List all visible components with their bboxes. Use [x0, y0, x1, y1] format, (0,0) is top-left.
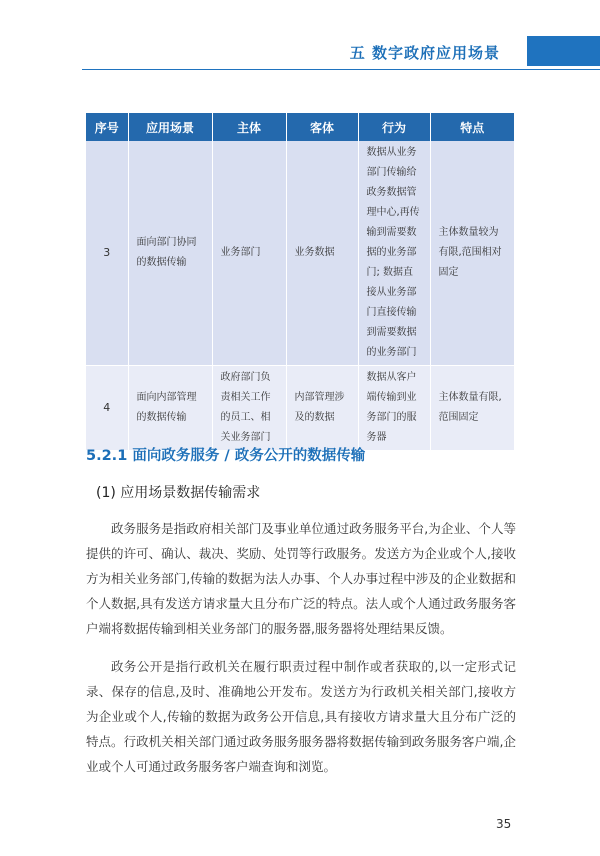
table-cell-scene: 面向部门协同的数据传输 [128, 141, 212, 366]
table-cell-object: 内部管理涉及的数据 [286, 366, 358, 451]
table-cell-behavior: 数据从客户端传输到业务部门的服务器 [358, 366, 430, 451]
table-cell-scene: 面向内部管理的数据传输 [128, 366, 212, 451]
table-cell-no: 4 [86, 366, 128, 451]
table-row [86, 366, 514, 451]
chapter-title: 五 数字政府应用场景 [349, 44, 500, 62]
table-cell-feature: 主体数量有限,范围固定 [430, 366, 514, 451]
body-paragraph: 政务公开是指行政机关在履行职责过程中制作或者获取的,以一定形式记录、保存的信息,及时、准确地公开发布。发送方为行政机关相关部门,接收方为企业或个人,传输的数据为政务公开信息,具有接收方请求量大且分布广泛的特点。行政机关相关部门通过政务服务服务器将数据传输到政务服务客户端,企业或个人可通过政务服务客户端查询和浏览。 [86, 659, 516, 774]
header-rule [82, 69, 600, 70]
table-cell-no: 3 [86, 141, 128, 366]
body-paragraph: 政务服务是指政府相关部门及事业单位通过政务服务平台,为企业、个人等提供的许可、确认、裁决、奖励、处罚等行政服务。发送方为企业或个人,接收方为相关业务部门,传输的数据为法人办事、个人办事过程中涉及的企业数据和个人数据,具有发送方请求量大且分布广泛的特点。法人或个人通过政务服务客户端将数据传输到相关业务部门的服务器,服务器将处理结果反馈。 [86, 521, 516, 636]
table-cell-subject: 政府部门负责相关工作的员工、相关业务部门 [212, 366, 286, 451]
column-header: 行为 [358, 113, 430, 141]
column-header: 客体 [286, 113, 358, 141]
table-header-row [86, 113, 514, 141]
table-cell-subject: 业务部门 [212, 141, 286, 366]
scenario-table [86, 113, 514, 450]
section-heading: 5.2.1 面向政务服务 / 政务公开的数据传输 [86, 448, 366, 464]
page-number: 35 [496, 817, 512, 831]
table-cell-feature: 主体数量较为有限,范围相对固定 [430, 141, 514, 366]
column-header: 特点 [430, 113, 514, 141]
table-cell-behavior: 数据从业务部门传输给政务数据管理中心,再传输到需要数据的业务部门; 数据直接从业务部门直接传输到需要数据的业务部门 [358, 141, 430, 366]
column-header: 序号 [86, 113, 128, 141]
chapter-color-bar [527, 36, 600, 66]
sub-heading: (1) 应用场景数据传输需求 [96, 485, 261, 501]
column-header: 应用场景 [128, 113, 212, 141]
table-row [86, 141, 514, 366]
column-header: 主体 [212, 113, 286, 141]
table-cell-object: 业务数据 [286, 141, 358, 366]
